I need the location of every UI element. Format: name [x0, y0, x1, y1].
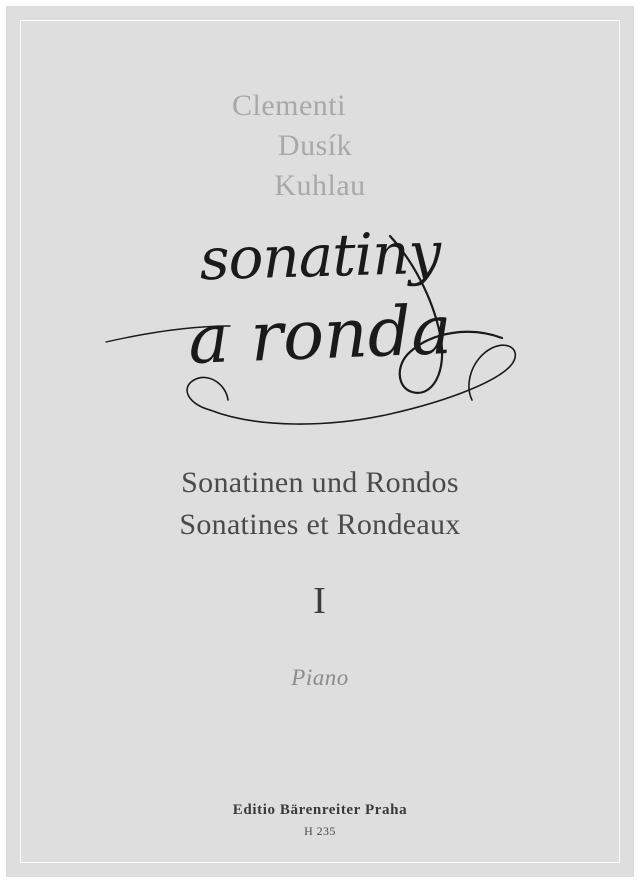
volume-number: I [313, 579, 327, 622]
main-title [60, 214, 580, 444]
composer-name: Dusík [277, 128, 353, 162]
subtitle-block [179, 462, 460, 547]
instrument-label: Piano [291, 664, 349, 690]
subtitle-french: Sonatines et Rondeaux [179, 508, 461, 542]
composer-name: Kuhlau [274, 168, 366, 202]
composer-list [0, 86, 640, 206]
subtitle-german: Sonatinen und Rondos [181, 465, 459, 499]
composer-name: Clementi [232, 89, 346, 122]
title-line-2: a ronda [186, 290, 454, 380]
title-line-1: sonatiny [198, 218, 442, 294]
publisher-name: Editio Bärenreiter Praha [232, 802, 408, 818]
publisher-block [0, 802, 640, 839]
publisher-catalog-code: H 235 [304, 824, 336, 838]
